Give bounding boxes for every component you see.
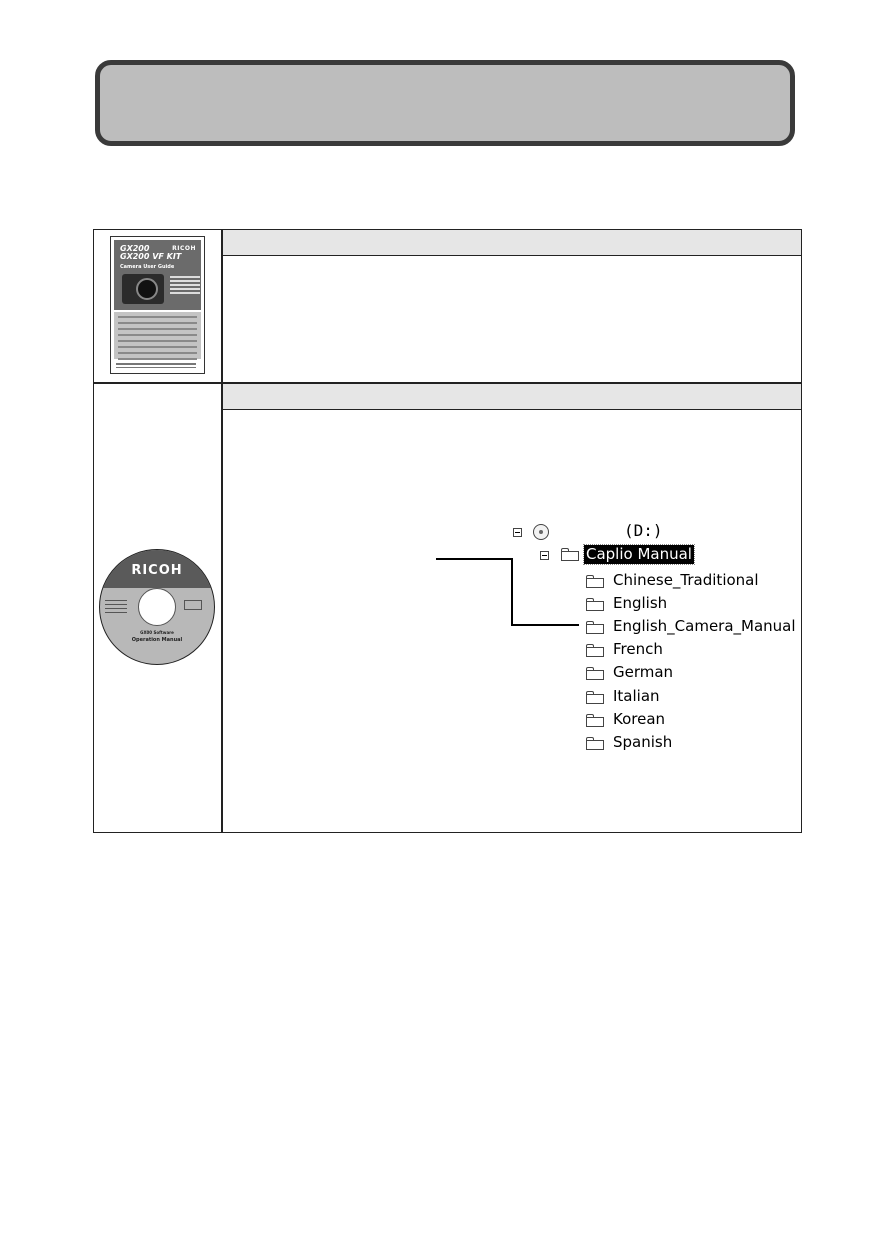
- booklet-brand: RICOH: [172, 245, 196, 252]
- callout-line-pointer: [511, 624, 579, 626]
- tree-item-subfolder[interactable]: Chinese_Traditional: [613, 571, 759, 589]
- folder-icon: [586, 621, 604, 634]
- cd-software-line: GX00 Software: [140, 630, 174, 635]
- cd-manual-line: Operation Manual: [131, 637, 183, 643]
- tree-item-subfolder[interactable]: English_Camera_Manual: [613, 617, 796, 635]
- tree-item-subfolder[interactable]: German: [613, 663, 674, 681]
- booklet-model-1: GX200: [120, 244, 150, 253]
- folder-icon: [561, 548, 579, 561]
- booklet-model-2: GX200 VF KIT: [120, 252, 182, 261]
- tree-item-subfolder[interactable]: Spanish: [613, 733, 673, 751]
- folder-icon: [586, 737, 604, 750]
- tree-item-subfolder[interactable]: Italian: [613, 687, 660, 705]
- folder-icon: [586, 644, 604, 657]
- callout-line-vertical: [511, 558, 513, 626]
- callout-line: [436, 558, 512, 560]
- cd-drive-icon: [533, 524, 549, 540]
- tree-item-subfolder[interactable]: French: [613, 640, 663, 658]
- booklet-guide-title: Camera User Guide: [120, 264, 175, 270]
- cd-brand: RICOH: [131, 563, 183, 578]
- collapse-drive-icon[interactable]: [513, 528, 522, 537]
- drive-label[interactable]: (D:): [624, 521, 663, 540]
- tree-item-subfolder[interactable]: English: [613, 594, 668, 612]
- folder-icon: [586, 575, 604, 588]
- folder-icon: [586, 598, 604, 611]
- tree-item-subfolder[interactable]: Korean: [613, 710, 666, 728]
- folder-icon: [586, 714, 604, 727]
- tree-item-caplio-manual[interactable]: Caplio Manual: [586, 545, 692, 563]
- folder-icon: [586, 667, 604, 680]
- collapse-folder-icon[interactable]: [540, 551, 549, 560]
- folder-icon: [586, 691, 604, 704]
